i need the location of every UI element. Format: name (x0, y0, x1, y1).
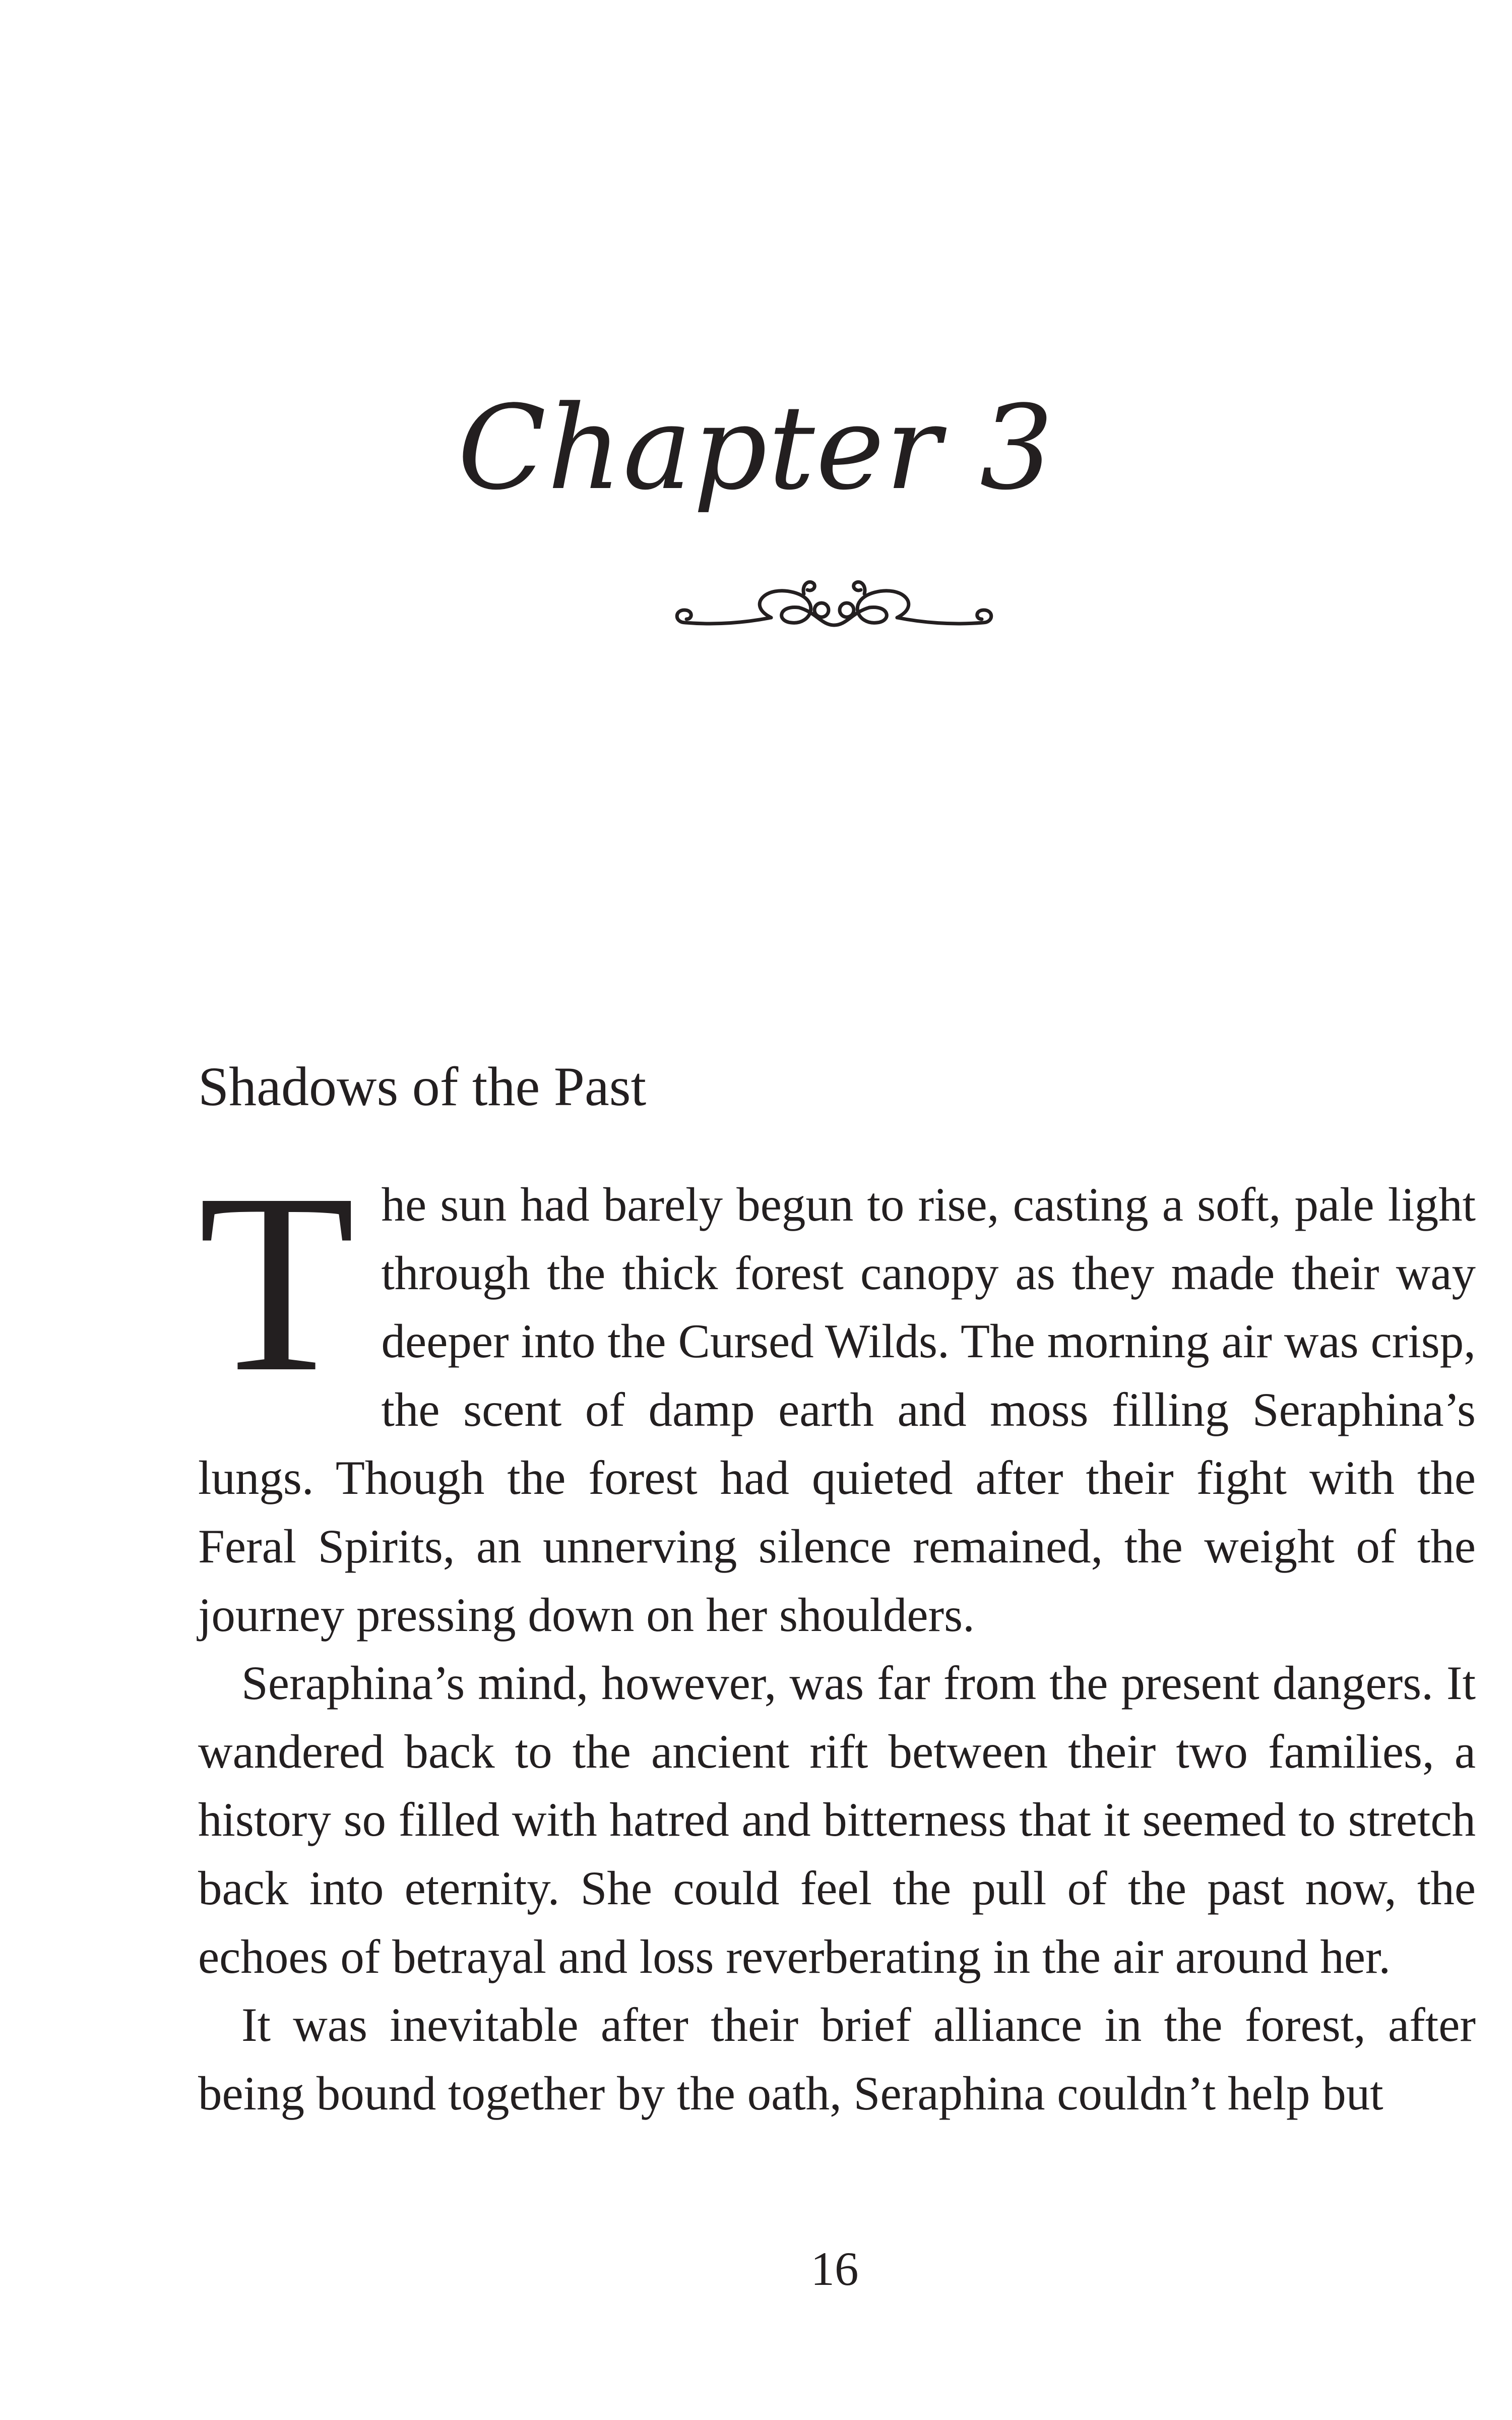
paragraph-1-text: he sun had barely begun to rise, casting a soft, pale light through the thick forest canopy as they made their way deeper into the Cursed Wilds. The morning air was crisp, the scent of damp earth and moss filling Seraphina’s lungs. Though the forest had quieted after their fight with the Feral Spirits, an unnerving silence remained, the weight of the journey pressing down on her shoulders. (198, 1178, 1476, 1642)
page-number: 16 (810, 2242, 859, 2295)
paragraph-3: It was inevitable after their brief alliance in the forest, after being bound together by the oath, Seraphina couldn’t help but (198, 1998, 1476, 2120)
flourish-divider-icon (670, 575, 998, 640)
paragraph-1 (198, 1141, 1476, 1649)
paragraph-2: Seraphina’s mind, however, was far from the present dangers. It wandered back to the ancient rift between their two families, a history so filled with hatred and bitterness that it seemed to stretch back into eternity. She could feel the pull of the past now, the echoes of betrayal and loss reverberating in the air around her. (198, 1656, 1476, 1983)
body-text (198, 1141, 1476, 2128)
section-heading: Shadows of the Past (198, 1056, 647, 1117)
chapter-title: Chapter 3 (457, 381, 1055, 516)
drop-cap: T (198, 1141, 355, 1425)
